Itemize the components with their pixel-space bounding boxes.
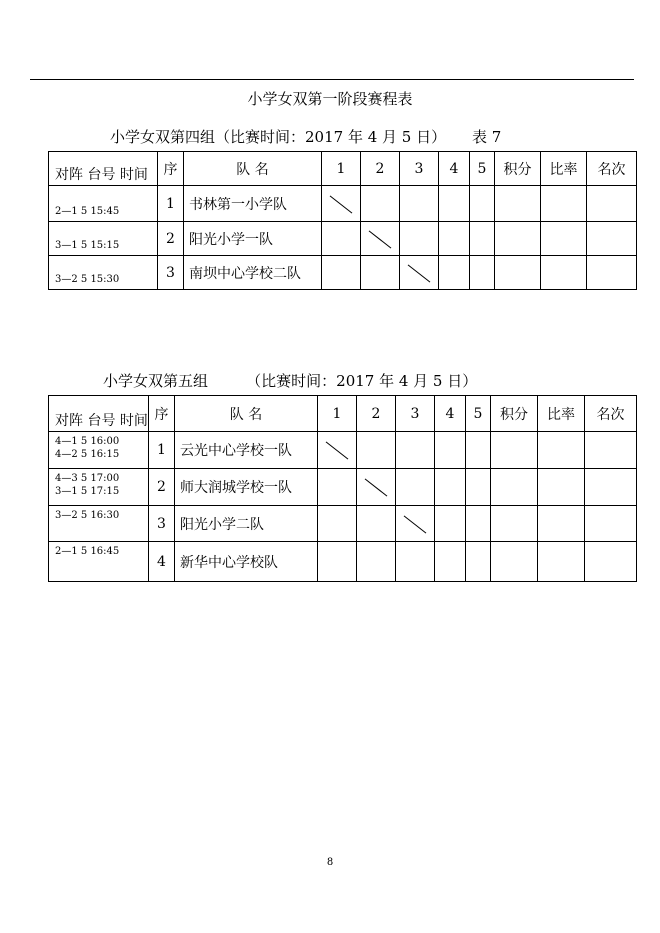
- table-row: [49, 469, 637, 506]
- group5-caption: 小学女双第五组 （比赛时间：2017 年 4 月 5 日）: [103, 372, 478, 390]
- group4-header-row: [49, 152, 637, 186]
- team-name: 南坝中心学校二队: [184, 256, 322, 290]
- schedule-line: 2—1 5 15:45: [49, 186, 158, 222]
- group4-header-rank: 名次: [587, 152, 637, 186]
- group4-header-col-3: 3: [400, 152, 439, 186]
- self-cell: [357, 469, 396, 506]
- schedule-line: 3—1 5 15:15: [49, 222, 158, 256]
- group4-table: [48, 151, 637, 290]
- group4-caption: 小学女双第四组（比赛时间：2017 年 4 月 5 日）: [110, 128, 447, 146]
- schedule-cell: [49, 469, 149, 506]
- schedule-cell: [49, 542, 149, 582]
- schedule-line: 3—2 5 16:30: [55, 510, 120, 521]
- group5-header-team: 队 名: [175, 396, 318, 432]
- table-row: [49, 542, 637, 582]
- seq-cell: 3: [158, 256, 184, 290]
- schedule-cell: [49, 506, 149, 542]
- group4-header-col-4: 4: [439, 152, 470, 186]
- seq-cell: 3: [149, 506, 175, 542]
- team-name: 新华中心学校队: [175, 542, 318, 582]
- schedule-line: 4—1 5 16:00: [55, 436, 120, 447]
- team-name: 云光中心学校一队: [175, 432, 318, 469]
- seq-cell: 4: [149, 542, 175, 582]
- group4-table-number: 表 7: [472, 128, 502, 146]
- group4-header-team: 队 名: [184, 152, 322, 186]
- schedule-line: 2—1 5 16:45: [55, 546, 120, 557]
- table-row: [49, 186, 637, 222]
- group5-header-col-3: 3: [396, 396, 435, 432]
- self-cell: [400, 256, 439, 290]
- schedule-line: 4—2 5 16:15: [55, 449, 120, 460]
- seq-cell: 2: [149, 469, 175, 506]
- team-name: 书林第一小学队: [184, 186, 322, 222]
- team-name: 师大润城学校一队: [175, 469, 318, 506]
- schedule-cell: [49, 432, 149, 469]
- team-name: 阳光小学一队: [184, 222, 322, 256]
- group4-header-points: 积分: [495, 152, 541, 186]
- self-cell: [318, 432, 357, 469]
- table-row: [49, 256, 637, 290]
- team-name: 阳光小学二队: [175, 506, 318, 542]
- group5-header-col-5: 5: [466, 396, 491, 432]
- seq-cell: 2: [158, 222, 184, 256]
- group5-header-col-1: 1: [318, 396, 357, 432]
- self-cell: [322, 186, 361, 222]
- page-number: 8: [326, 857, 334, 868]
- group5-header-col-4: 4: [435, 396, 466, 432]
- group5-header-points: 积分: [491, 396, 538, 432]
- table-row: [49, 432, 637, 469]
- group5-header-meta: 对阵 台号 时间: [49, 396, 149, 432]
- self-cell: [361, 222, 400, 256]
- seq-cell: 1: [149, 432, 175, 469]
- table-row: [49, 506, 637, 542]
- group4-header-col-2: 2: [361, 152, 400, 186]
- group5-table: [48, 395, 637, 582]
- group5-header-rank: 名次: [585, 396, 637, 432]
- group4-header-ratio: 比率: [541, 152, 587, 186]
- self-cell: [396, 506, 435, 542]
- group4-header-meta: 对阵 台号 时间: [49, 152, 158, 186]
- group5-header-seq: 序: [149, 396, 175, 432]
- seq-cell: 1: [158, 186, 184, 222]
- schedule-line: 3—1 5 17:15: [55, 486, 120, 497]
- group5-header-col-2: 2: [357, 396, 396, 432]
- group4-header-col-5: 5: [470, 152, 495, 186]
- group4-header-seq: 序: [158, 152, 184, 186]
- document-title: 小学女双第一阶段赛程表: [247, 90, 413, 108]
- table-row: [49, 222, 637, 256]
- header-rule: [30, 79, 634, 80]
- group5-header-ratio: 比率: [538, 396, 585, 432]
- schedule-line: 3—2 5 15:30: [49, 256, 158, 290]
- schedule-line: 4—3 5 17:00: [55, 473, 120, 484]
- group4-header-col-1: 1: [322, 152, 361, 186]
- group5-header-row: [49, 396, 637, 432]
